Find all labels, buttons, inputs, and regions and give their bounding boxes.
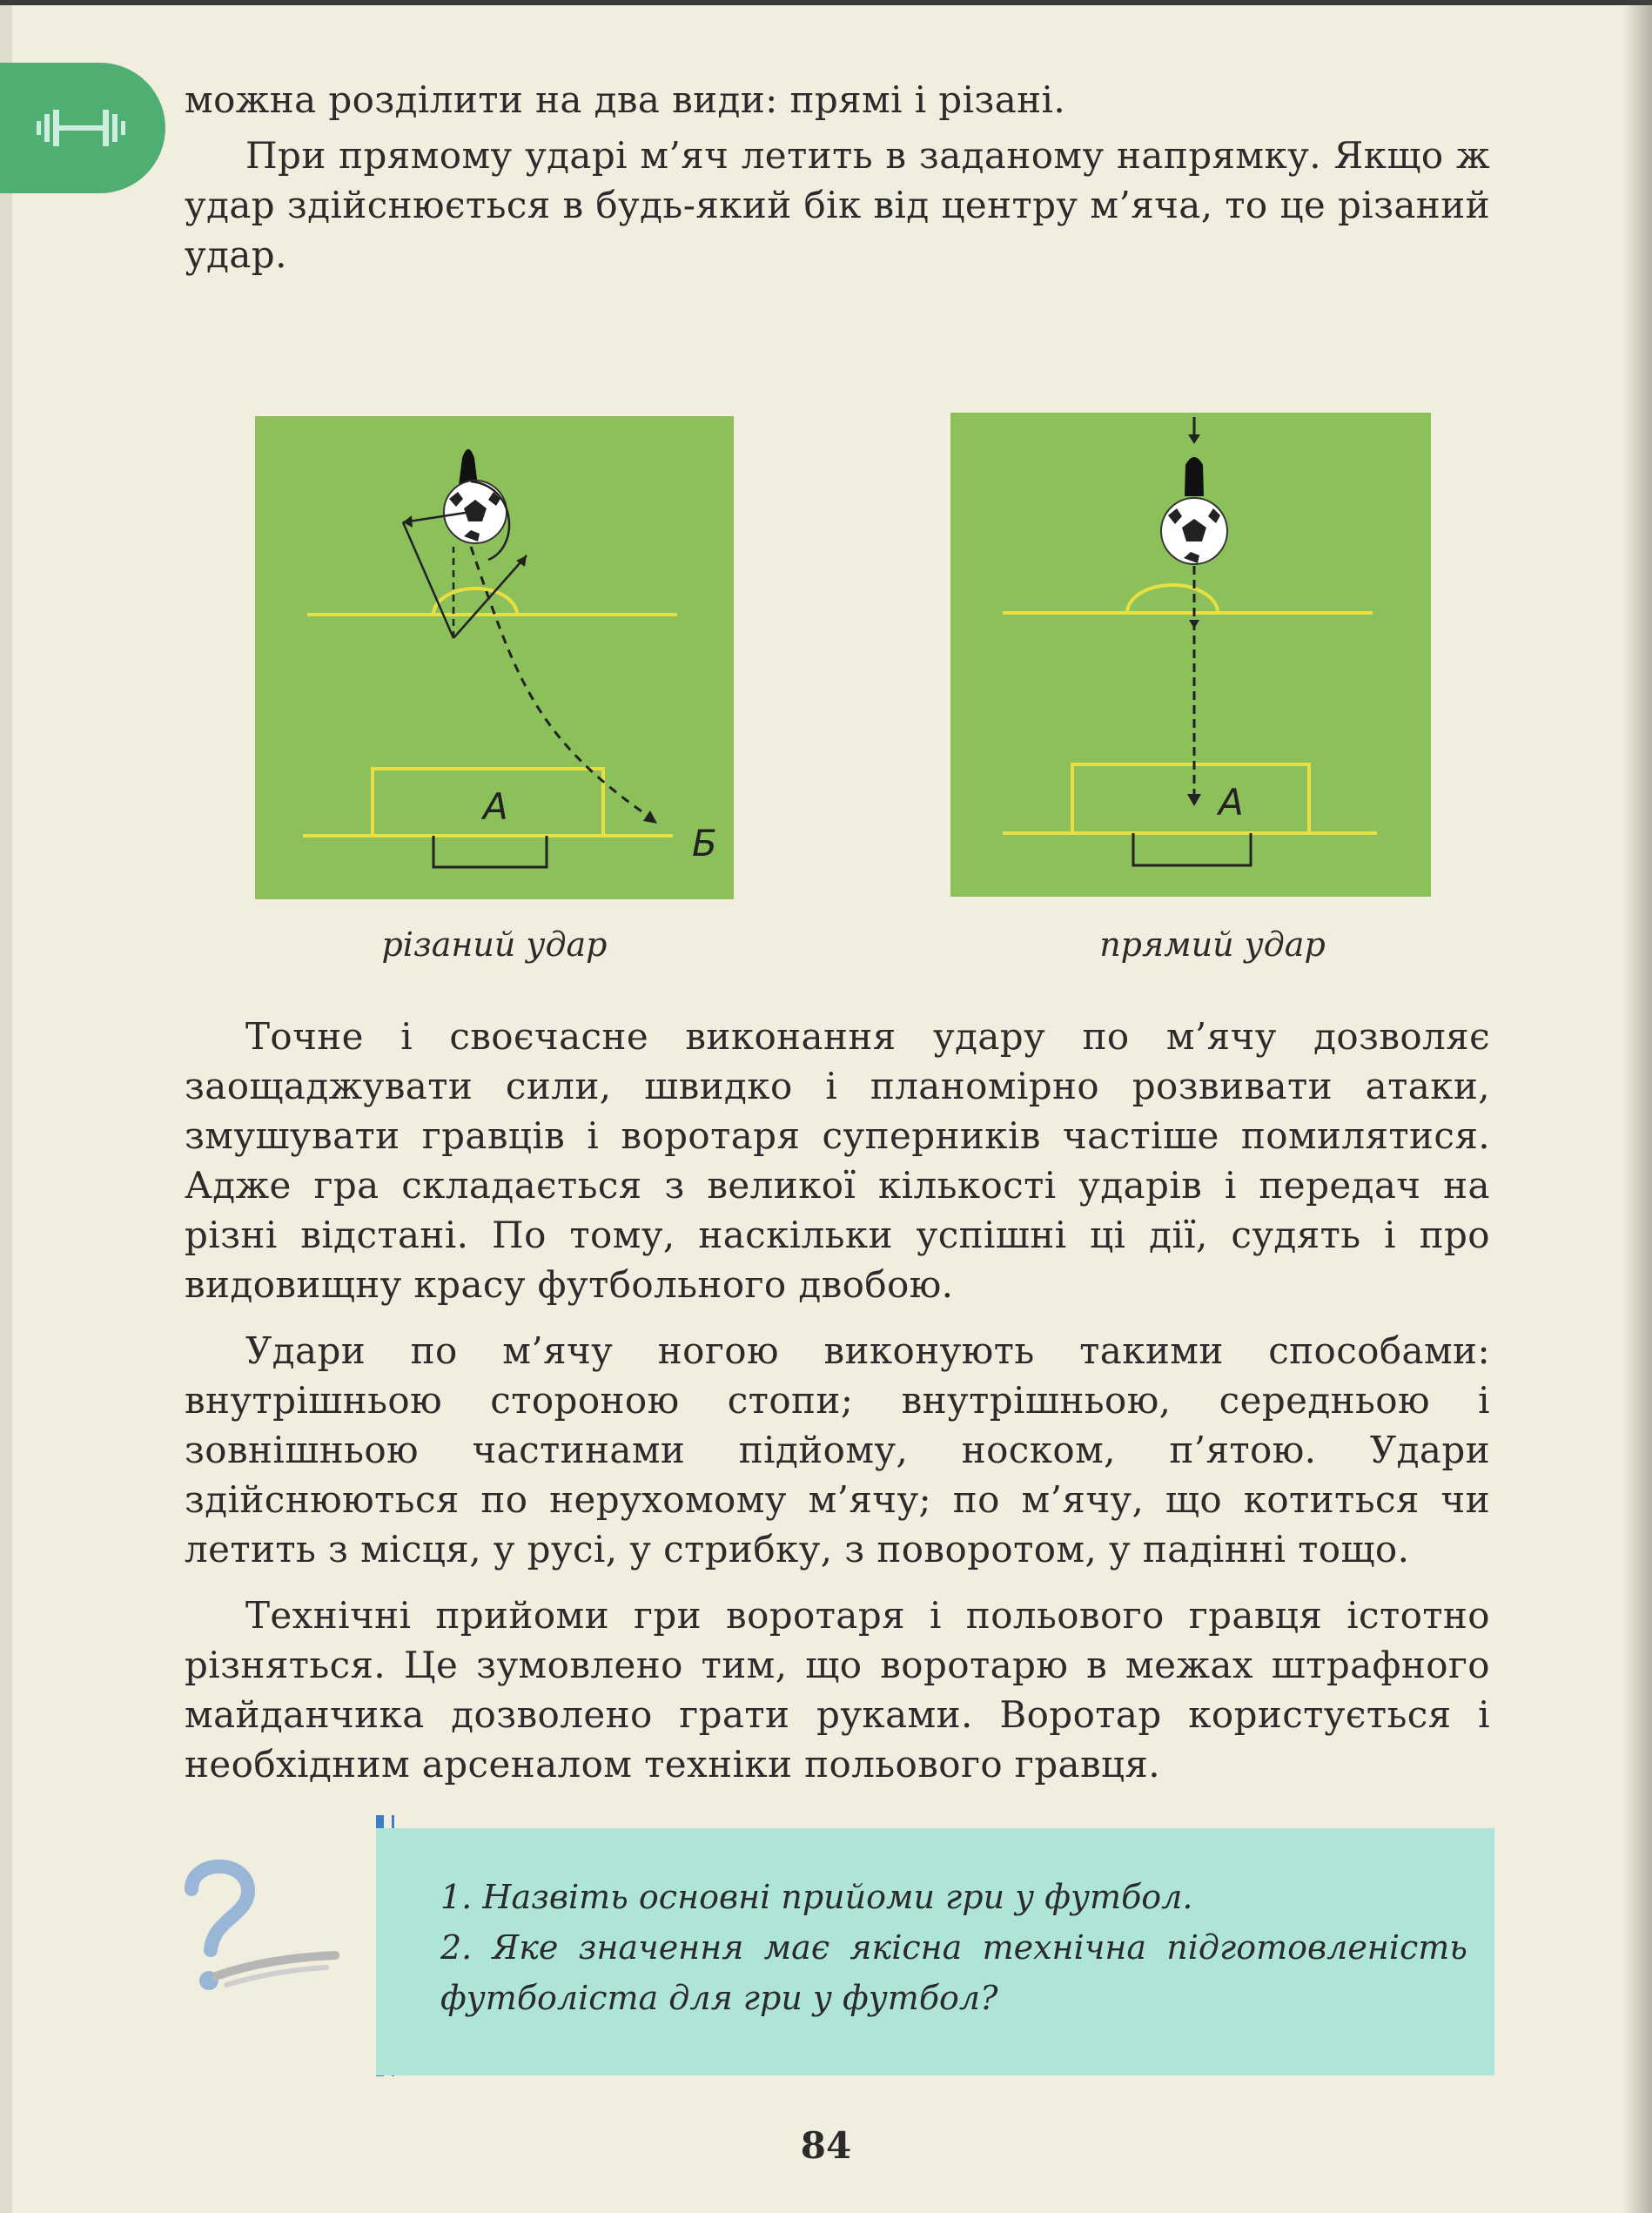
point-a-label: А <box>483 785 508 828</box>
question-item: 2. Яке значення має якісна технічна підготовленість футболіста для гри у футбол? <box>440 1928 1467 2017</box>
dumbbell-icon <box>33 104 129 151</box>
paragraph-2: Точне і своєчасне виконання удару по м’ячу дозволяє заощаджувати сили, швидко і планомірно розвивати атаки, змушувати гравців і воротаря суперників частіше помилятися. Адже гра складається з великої кількості ударів і передач на різні відстані. По тому, наскільки успішні ці дії, судять і про видовищну красу футбольного двобою. <box>185 1015 1490 1306</box>
question-mark-icon <box>165 1854 339 2011</box>
paragraph-1: При прямому ударі м’яч летить в заданому напрямку. Якщо ж удар здійснюється в будь-який бік від центру м’яча, то це різаний удар. <box>185 134 1490 276</box>
page-left-shade <box>0 0 12 2213</box>
paragraph-4: Технічні прийоми гри воротаря і польового гравця істотно різняться. Це зумовлено тим, що воротарю в межах штрафного майданчика дозволено грати руками. Воротар користується і необхідним арсеналом техніки польового гравця. <box>185 1594 1490 1786</box>
section-tab <box>0 63 165 193</box>
point-a-label: А <box>1219 781 1244 824</box>
page-binding-shade <box>1622 0 1652 2213</box>
figure-right-caption: прямий удар <box>1099 925 1326 964</box>
point-b-label: Б <box>692 822 717 864</box>
figure-straight-kick <box>950 413 1431 897</box>
figure-left-caption: різаний удар <box>381 925 608 964</box>
page-number: 84 <box>800 2124 852 2167</box>
page-top-edge <box>0 0 1652 5</box>
question-list <box>440 1872 1467 2023</box>
intro-line: можна розділити на два види: прямі і різані. <box>185 78 1066 121</box>
figure-curved-kick <box>255 416 734 899</box>
paragraph-3: Удари по м’ячу ногою виконують такими способами: внутрішньою стороною стопи; внутрішньою, середньою і зовнішньою частинами підйому, носком, п’ятою. Удари здійснюються по нерухомому м’ячу; по м’ячу, що котиться чи летить з місця, у русі, у стрибку, з поворотом, у падінні тощо. <box>185 1329 1490 1571</box>
question-item: 1. Назвіть основні прийоми гри у футбол. <box>440 1878 1193 1916</box>
